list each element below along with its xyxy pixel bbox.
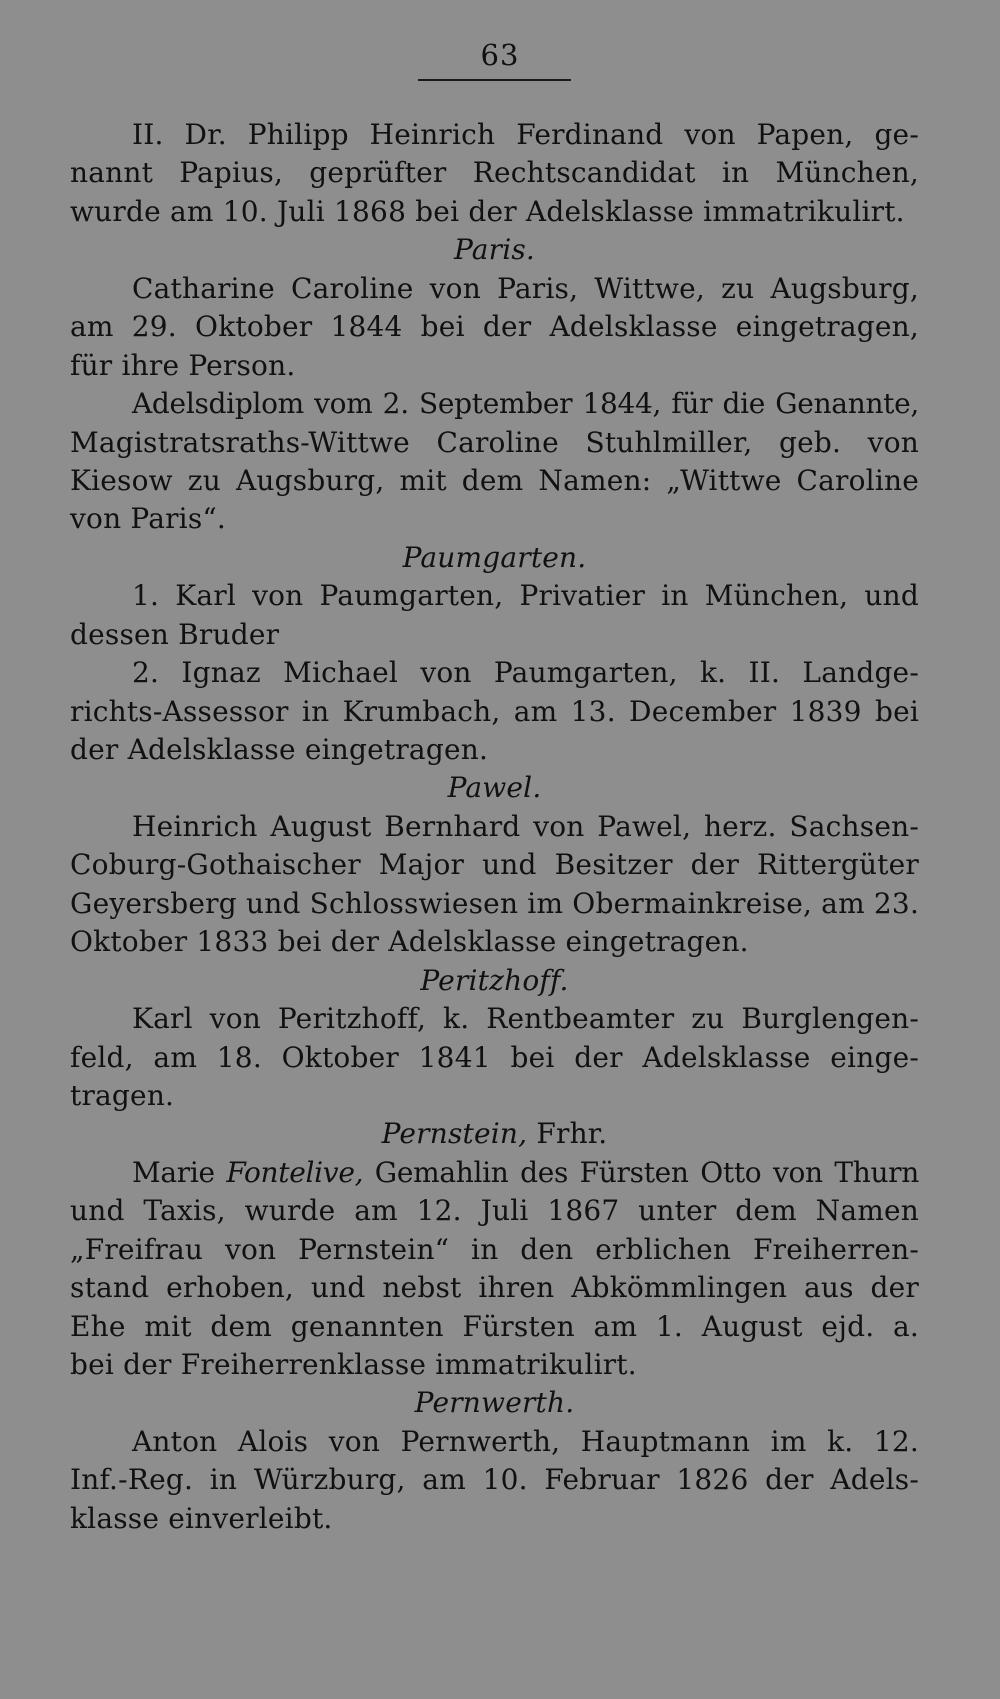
entry-heading [70, 231, 919, 269]
text-line [70, 385, 919, 423]
text-line [70, 846, 919, 884]
page-number-rule [418, 79, 571, 81]
italic-name: Pernstein, [381, 1117, 528, 1151]
line-text: stand erhoben, und nebst ihren Abkömmlingen aus der [70, 1271, 919, 1305]
text-line [70, 1192, 919, 1230]
line-text: Inf.-Reg. in Würzburg, am 10. Februar 1826 der Adels- [70, 1463, 919, 1497]
line-text: Frhr. [527, 1117, 608, 1151]
line-text: und Taxis, wurde am 12. Juli 1867 unter dem Namen [70, 1194, 919, 1228]
line-text: II. Dr. Philipp Heinrich Ferdinand von Papen, ge- [132, 118, 919, 151]
line-text: Oktober 1833 bei der Adelsklasse eingetragen. [70, 925, 749, 959]
text-line [70, 1308, 919, 1346]
line-text: dessen Bruder [70, 617, 280, 651]
line-text: Karl von Peritzhoff, k. Rentbeamter zu Burglengen- [132, 1002, 919, 1036]
line-text: feld, am 18. Oktober 1841 bei der Adelsklasse einge- [70, 1040, 919, 1074]
line-text: von Paris“. [70, 502, 227, 536]
entry-heading [70, 962, 919, 1000]
line-text: Geyersberg und Schlosswiesen im Obermainkreise, am 23. [70, 886, 920, 920]
text-line [70, 1039, 919, 1077]
italic-name: Pawel. [447, 771, 542, 805]
italic-name: Paumgarten. [402, 540, 587, 574]
line-text: für ihre Person. [70, 348, 296, 382]
italic-name: Paris. [453, 233, 536, 267]
line-text: tragen. [70, 1078, 175, 1112]
line-text: der Adelsklasse eingetragen. [70, 733, 489, 766]
text-line [70, 1423, 919, 1461]
line-text: Ehe mit dem genannten Fürsten am 1. August ejd. a. [70, 1309, 919, 1343]
text-line [70, 1231, 919, 1269]
text-line [70, 424, 919, 462]
text-line [70, 1500, 919, 1538]
italic-name: Peritzhoff. [420, 963, 569, 997]
line-text: nannt Papius, geprüfter Rechtscandidat in München, [70, 156, 919, 190]
line-text: Coburg-Gothaischer Major und Besitzer der Rittergüter [70, 848, 919, 882]
entry-heading [70, 1384, 919, 1422]
entry-heading [70, 769, 919, 807]
italic-name: Pernwerth. [414, 1386, 575, 1420]
text-line [70, 885, 919, 923]
text-line [70, 462, 919, 500]
text-line [70, 154, 919, 192]
text-line [70, 1077, 919, 1115]
text-line [70, 308, 919, 346]
text-line [70, 1154, 919, 1192]
page-number: 63 [480, 38, 520, 72]
line-text: Adelsdiplom vom 2. September 1844, für die Genannte, [132, 387, 919, 421]
line-text: am 29. Oktober 1844 bei der Adelsklasse eingetragen, [70, 310, 919, 344]
entry-heading [70, 539, 919, 577]
text-line [70, 923, 919, 961]
line-text: klasse einverleibt. [70, 1501, 333, 1535]
text-line [70, 731, 919, 769]
line-text: richts-Assessor in Krumbach, am 13. December 1839 bei [70, 694, 919, 728]
line-text: 2. Ignaz Michael von Paumgarten, k. II. Landge- [132, 656, 919, 690]
italic-name: Fontelive, [226, 1155, 364, 1189]
text-line [70, 1269, 919, 1307]
line-text: Magistratsraths-Wittwe Caroline Stuhlmiller, geb. von [70, 425, 919, 459]
text-line [70, 654, 919, 692]
entry-heading [70, 1115, 919, 1153]
text-line [70, 500, 919, 538]
text-line [70, 616, 919, 654]
text-line [70, 347, 919, 385]
line-text: wurde am 10. Juli 1868 bei der Adelsklasse immatrikulirt. [70, 194, 905, 228]
line-text: „Freifrau von Pernstein“ in den erblichen Freiherren- [70, 1232, 919, 1266]
page-body-text [70, 116, 919, 1538]
text-line [70, 577, 919, 615]
text-line [70, 1000, 919, 1038]
text-line [70, 270, 919, 308]
text-line [70, 1461, 919, 1499]
text-line [70, 193, 919, 231]
text-line [70, 693, 919, 731]
line-text: Gemahlin des Fürsten Otto von Thurn [363, 1155, 920, 1189]
line-prefix: Marie [132, 1155, 227, 1189]
line-text: Catharine Caroline von Paris, Wittwe, zu Augsburg, [132, 271, 919, 305]
text-line [70, 808, 919, 846]
text-line [70, 1346, 919, 1384]
text-line [70, 116, 919, 154]
line-text: 1. Karl von Paumgarten, Privatier in München, und [132, 579, 919, 613]
line-text: bei der Freiherrenklasse immatrikulirt. [70, 1348, 637, 1381]
line-text: Heinrich August Bernhard von Pawel, herz. Sachsen- [132, 809, 919, 843]
line-text: Anton Alois von Pernwerth, Hauptmann im k. 12. [132, 1424, 919, 1458]
line-text: Kiesow zu Augsburg, mit dem Namen: „Wittwe Caroline [70, 463, 919, 497]
